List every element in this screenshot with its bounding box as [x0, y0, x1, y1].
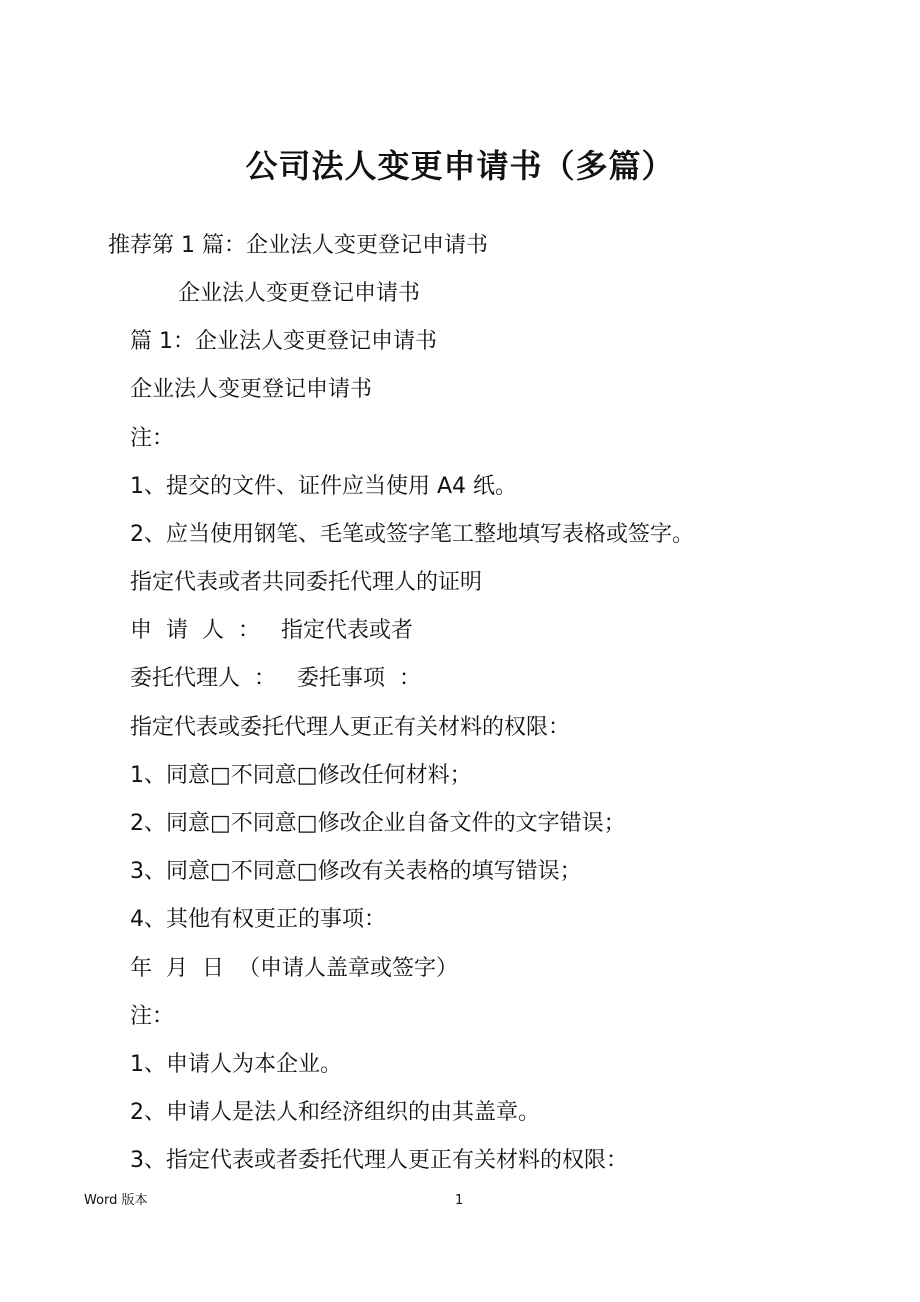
text-line: 年 月 日 （申请人盖章或签字） [130, 956, 458, 981]
text-line: 3、指定代表或者委托代理人更正有关材料的权限： [130, 1148, 628, 1173]
text-line: 注： [130, 1004, 175, 1029]
text-line: 注： [130, 426, 175, 451]
text-line: 1、同意□不同意□修改任何材料； [130, 763, 472, 788]
text-line: 1、申请人为本企业。 [130, 1052, 342, 1077]
text-line: 3、同意□不同意□修改有关表格的填写错误； [130, 859, 582, 884]
text-line: 2、应当使用钢笔、毛笔或签字笔工整地填写表格或签字。 [130, 522, 694, 547]
text-line: 指定代表或者共同委托代理人的证明 [130, 570, 483, 595]
text-line: 1、提交的文件、证件应当使用 A4 纸。 [130, 474, 518, 499]
text-line: 企业法人变更登记申请书 [178, 281, 421, 306]
text-line: 推荐第 1 篇：企业法人变更登记申请书 [108, 233, 488, 258]
footer-label: Word 版本 [84, 1193, 148, 1208]
text-line: 篇 1：企业法人变更登记申请书 [130, 329, 437, 354]
text-line: 2、同意□不同意□修改企业自备文件的文字错误； [130, 811, 626, 836]
text-line: 企业法人变更登记申请书 [130, 377, 373, 402]
document-title: 公司法人变更申请书（多篇） [245, 147, 675, 185]
page-number: 1 [455, 1193, 464, 1208]
text-line: 4、其他有权更正的事项： [130, 907, 386, 932]
text-line: 指定代表或委托代理人更正有关材料的权限： [130, 715, 571, 740]
text-line: 委托代理人 ： 委托事项 ： [130, 666, 421, 691]
text-line: 2、申请人是法人和经济组织的由其盖章。 [130, 1100, 540, 1125]
text-line: 申 请 人 ： 指定代表或者 [130, 618, 413, 643]
